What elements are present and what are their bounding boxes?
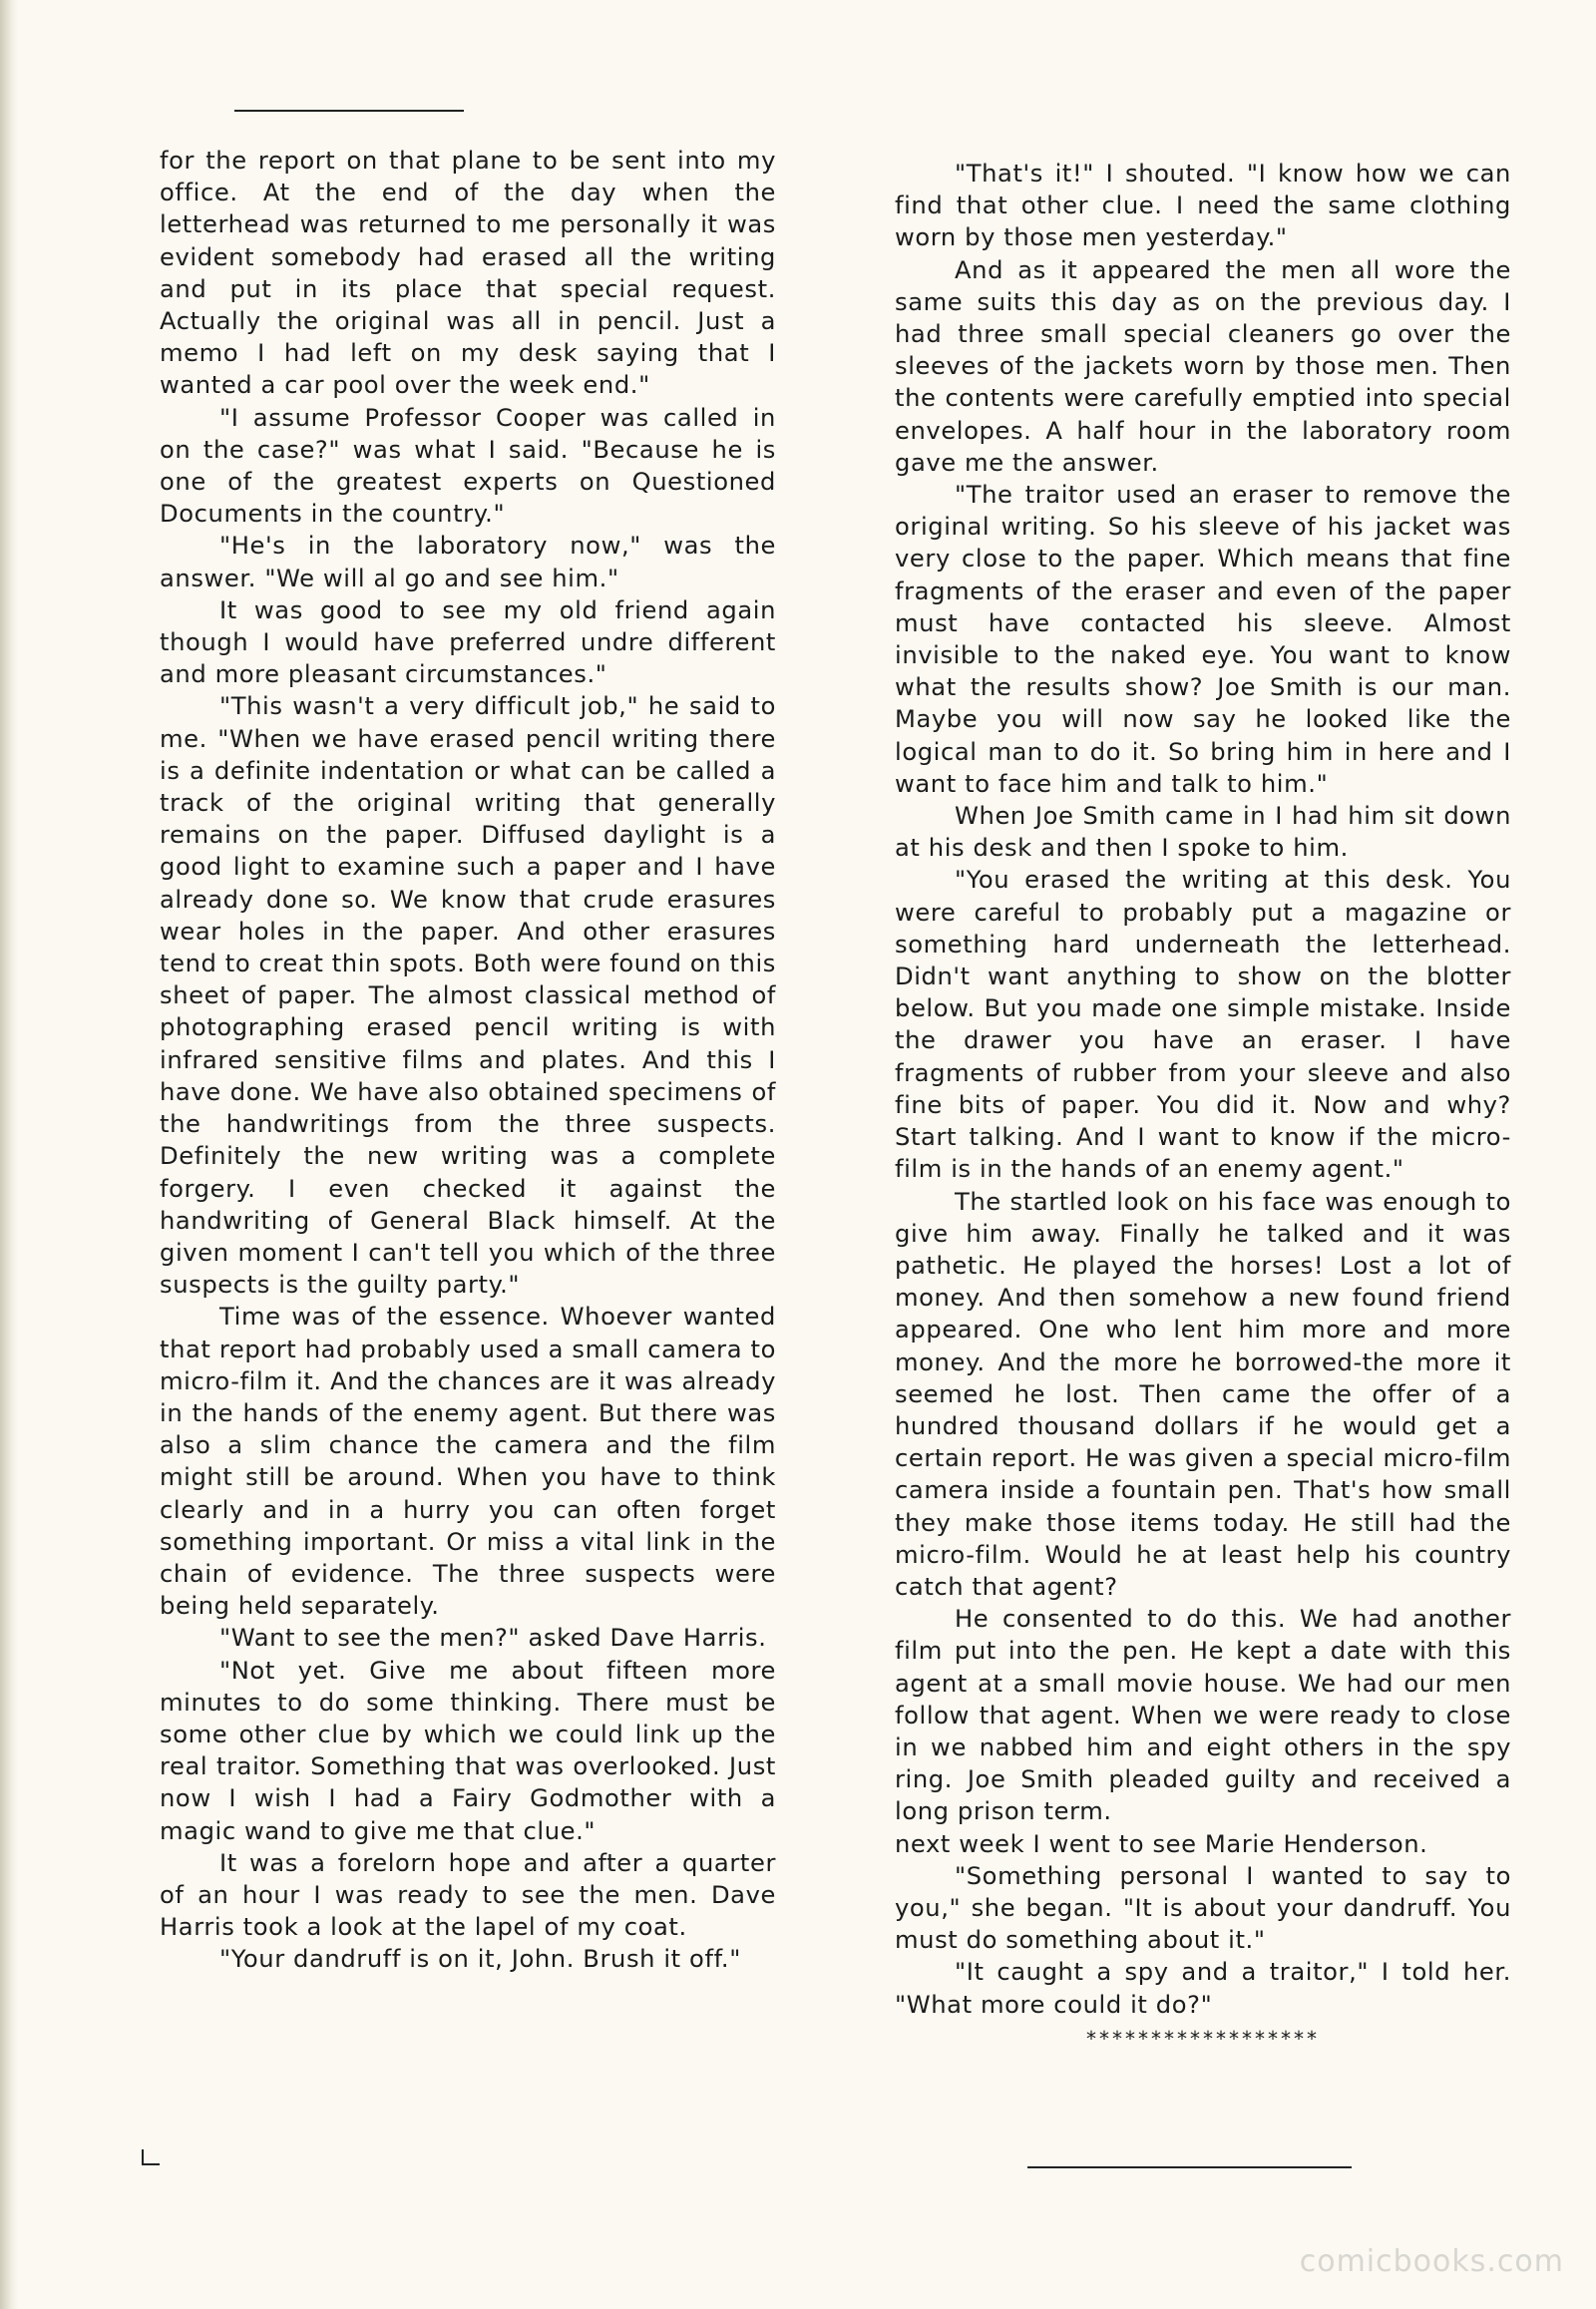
right-column (895, 158, 1511, 2053)
paragraph: "I assume Professor Cooper was called in on the case?" was what I said. "Because he is one of the greatest experts on Questioned Documents in the country." (160, 403, 776, 529)
paragraph: It was good to see my old friend again though I would have preferred undre different and more pleasant circumstances." (160, 595, 776, 689)
paragraph: "This wasn't a very difficult job," he said to me. "When we have erased pencil writing there is a definite indentation or what can be called a track of the original writing that generally remains on the paper. Diffused daylight is a good light to examine such a paper and I have already done so. We know that crude erasures wear holes in the paper. And other erasures tend to creat thin spots. Both were found on this sheet of paper. The almost classical method of photographing erased pencil writing is with infrared sensitive films and plates. And this I have done. We have also obtained specimens of the handwritings from the three suspects. Definitely the new writing was a complete forgery. I even checked it against the handwriting of General Black himself. At the given moment I can't tell you which of the three suspects is the guilty party." (160, 692, 776, 1300)
paragraph: "That's it!" I shouted. "I know how we can find that other clue. I need the same clothing worn by those men yesterday." (895, 160, 1511, 252)
top-rule (234, 110, 464, 112)
paragraph: "Your dandruff is on it, John. Brush it off." (219, 1945, 741, 1974)
paragraph: He consented to do this. We had another film put into the pen. He kept a date with this agent at a small movie house. We had our men follow that agent. When we were ready to close in we nabbed him and eight others in the spy ring. Joe Smith pleaded guilty and received a long prison term. (895, 1605, 1511, 1826)
paragraph: "Want to see the men?" asked Dave Harris. (219, 1624, 767, 1653)
paragraph: for the report on that plane to be sent into my office. At the end of the day when the letterhead was returned to me personally it was evident somebody had erased all the writing and put in its place that special request. Actually the original was all in pencil. Just a memo I had left on my desk saying that I wanted a car pool over the week end." (160, 147, 776, 400)
page-spine-shadow (0, 0, 18, 2309)
paragraph: "Not yet. Give me about fifteen more minutes to do some thinking. There must be some other clue by which we could link up the real traitor. Something that was overlooked. Just now I wish I had a Fairy Godmother with a magic wand to give me that clue." (160, 1656, 776, 1845)
paragraph: "Something personal I wanted to say to you," she began. "It is about your dandruff. You must do something about it." (895, 1861, 1511, 1955)
paragraph: next week I went to see Marie Henderson. (895, 1829, 1428, 1858)
bottom-rule (1027, 2166, 1352, 2168)
paragraph: It was a forelorn hope and after a quarter of an hour I was ready to see the men. Dave Harris took a look at the lapel of my coat. (160, 1848, 776, 1942)
paragraph: "You erased the writing at this desk. You were careful to probably put a magazine or something hard underneath the letterhead. Didn't want anything to show on the blotter below. But you made one simple mistake. Inside the drawer you have an eraser. I have fragments of rubber from your sleeve and also fine bits of paper. You did it. Now and why? Start talking. And I want to know if the micro-film is in the hands of an enemy agent." (895, 866, 1511, 1184)
left-column (160, 145, 776, 1976)
paragraph: And as it appeared the men all wore the same suits this day as on the previous day. I had three small special cleaners go over the sleeves of the jackets worn by those men. Then the contents were carefully emptied into special envelopes. A half hour in the laboratory room gave me the answer. (895, 255, 1511, 477)
watermark: comicbooks.com (1299, 2244, 1564, 2279)
paragraph: The startled look on his face was enough to give him away. Finally he talked and it was pathetic. He played the horses! Lost a lot of money. And then somehow a new found friend appeared. One who lent him more and more money. And the more he borrowed-the more it seemed he lost. Then came the offer of a hundred thousand dollars if he would get a certain report. He was given a special micro-film camera inside a fountain pen. That's how small they make those items today. He still had the micro-film. Would he at least help his country catch that agent? (895, 1187, 1511, 1601)
paragraph: "He's in the laboratory now," was the answer. "We will al go and see him." (160, 532, 776, 592)
paragraph: "It caught a spy and a traitor," I told her. "What more could it do?" (895, 1958, 1511, 2019)
corner-mark (142, 2149, 160, 2165)
end-mark: ****************** (1086, 2026, 1320, 2051)
paragraph: "The traitor used an eraser to remove the original writing. So his sleeve of his jacket was very close to the paper. Which means that fine fragments of the eraser and even of the paper must have contacted his sleeve. Almost invisible to the naked eye. You want to know what the results show? Joe Smith is our man. Maybe you will now say he looked like the logical man to do it. So bring him in here and I want to face him and talk to him." (895, 481, 1511, 798)
paragraph: When Joe Smith came in I had him sit down at his desk and then I spoke to him. (895, 802, 1511, 863)
paragraph: Time was of the essence. Whoever wanted that report had probably used a small camera to micro-film it. And the chances are it was already in the hands of the enemy agent. But there was also a slim chance the camera and the film might still be around. When you have to think clearly and in a hurry you can often forget something important. Or miss a vital link in the chain of evidence. The three suspects were being held separately. (160, 1303, 776, 1621)
